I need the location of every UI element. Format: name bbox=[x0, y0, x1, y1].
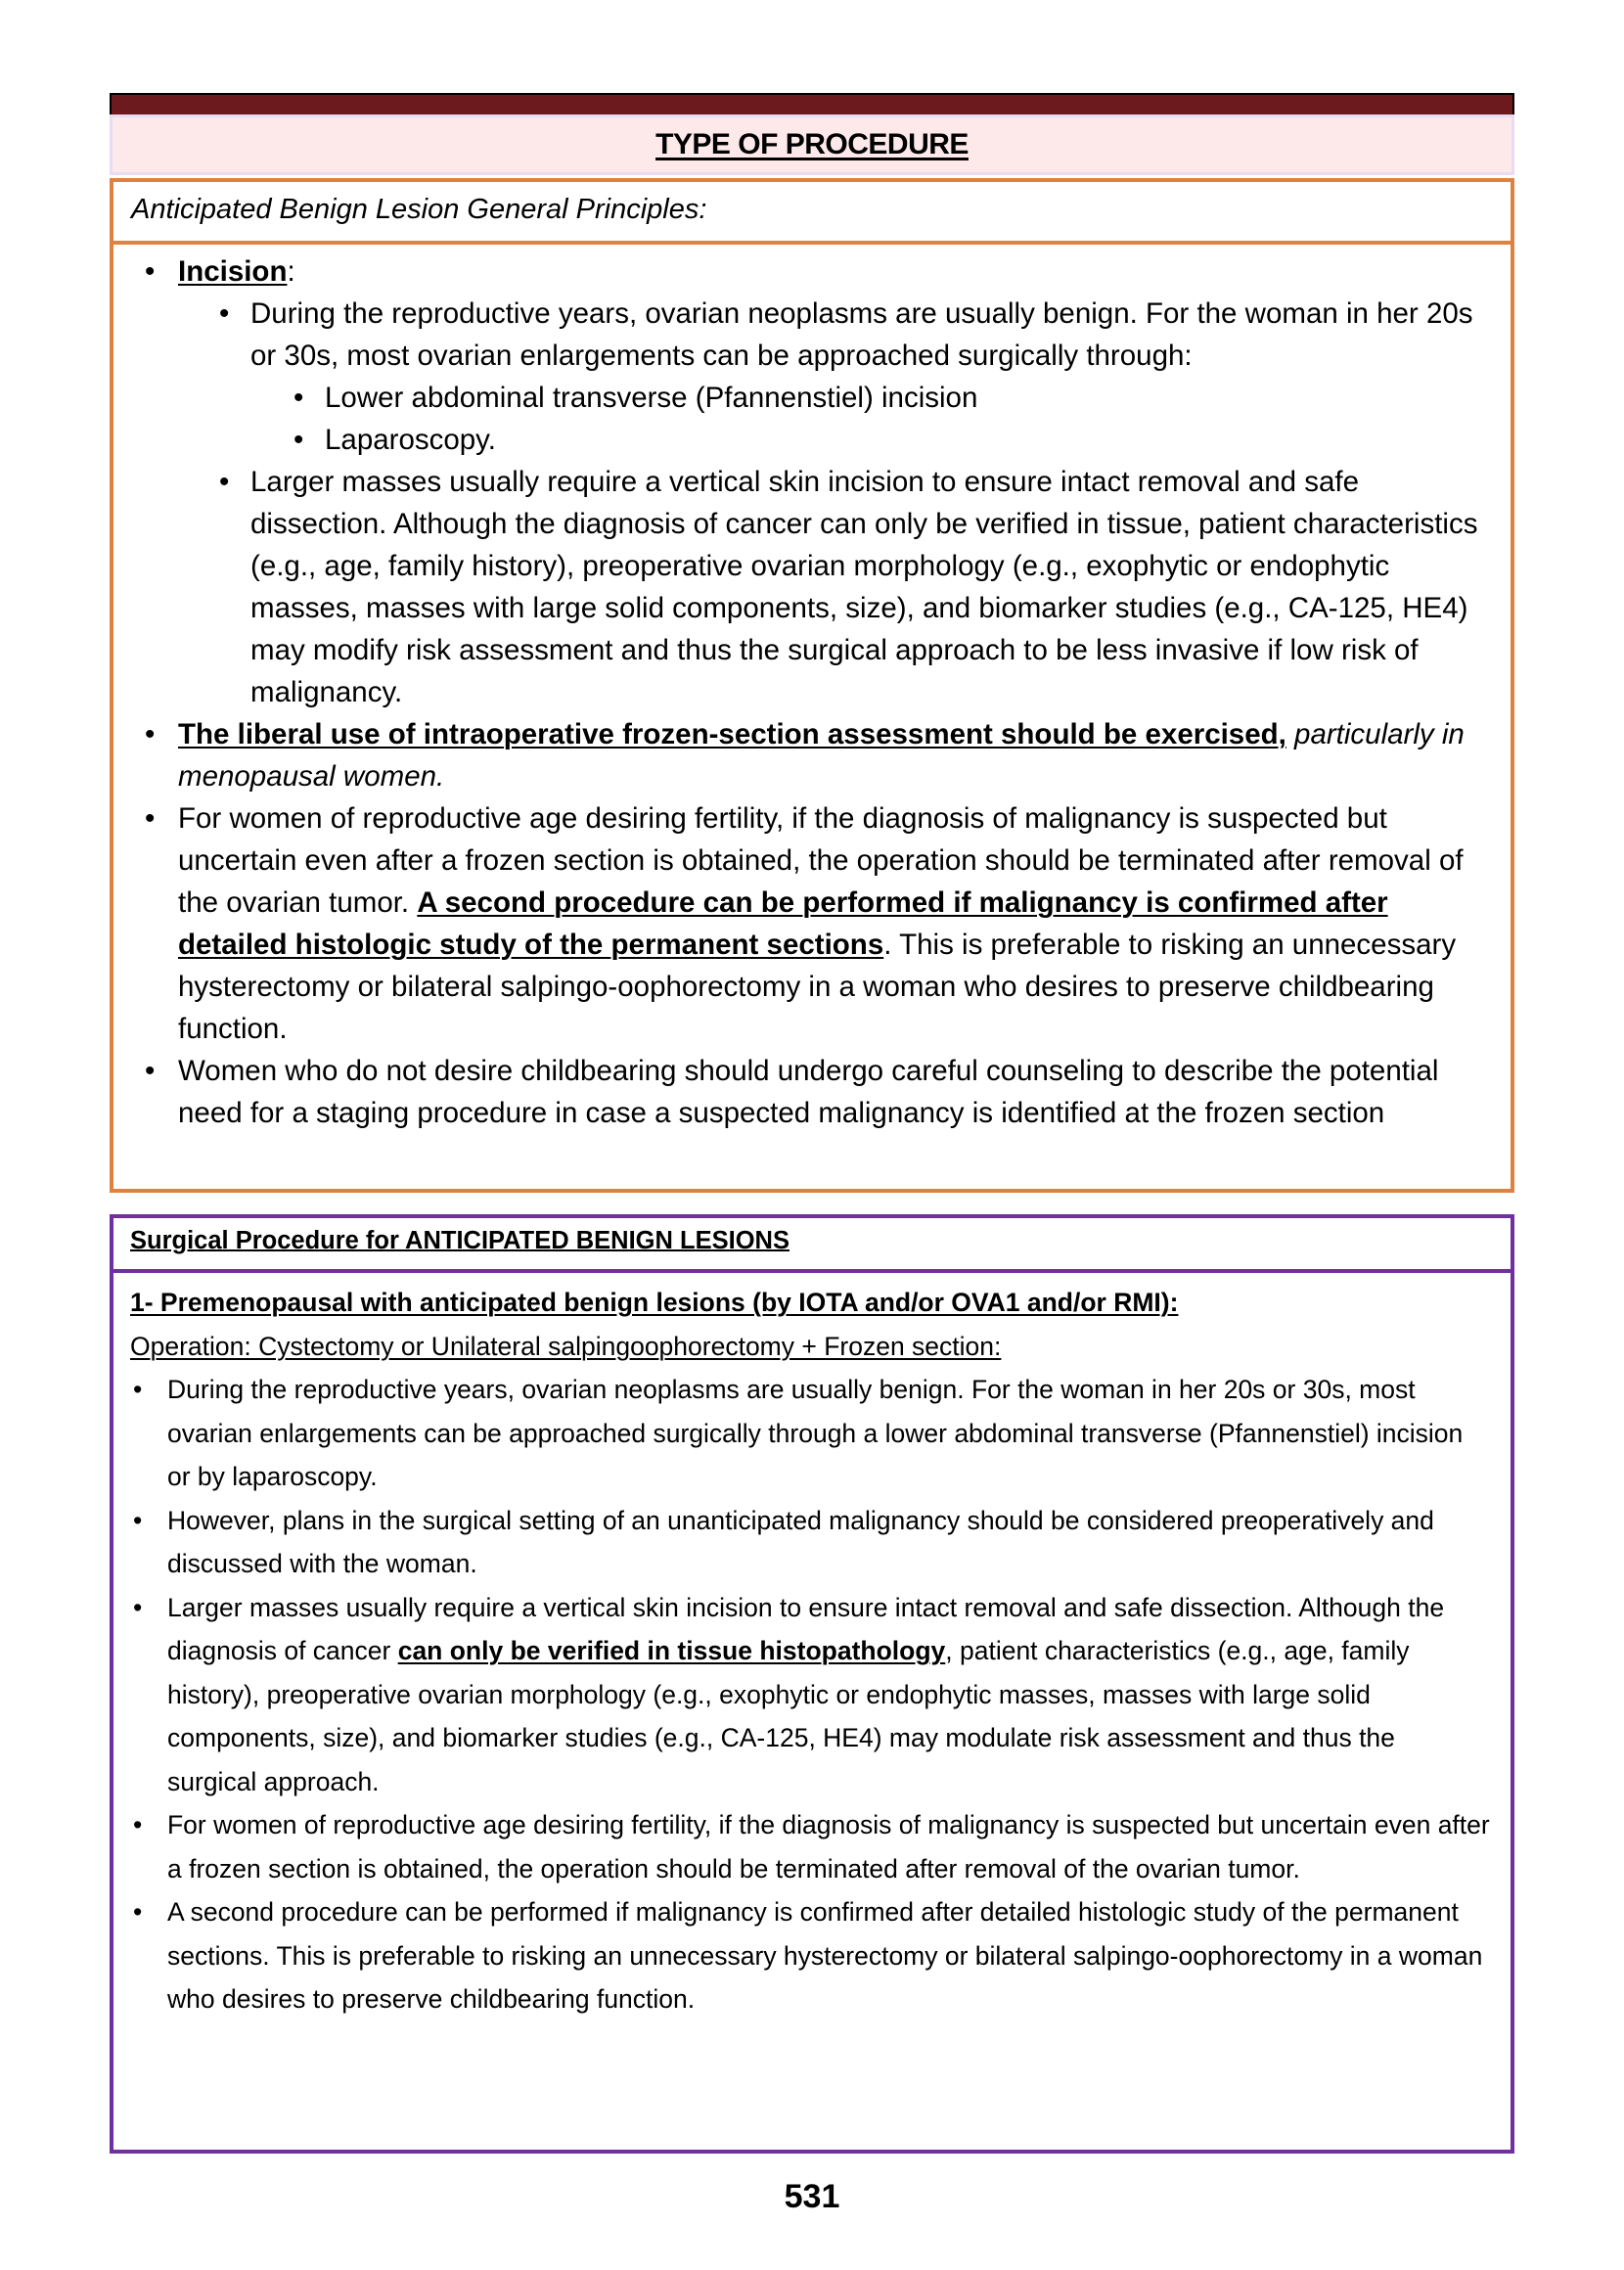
list-item bbox=[130, 1586, 1491, 1804]
list-item-text: . This is preferable to risking an unnecessary hysterectomy or bilateral salpingo-oophorectomy in a woman who desires to preserve childbearing function. bbox=[178, 929, 1457, 1045]
surgical-procedure-box bbox=[110, 1214, 1514, 2154]
list-item bbox=[130, 1890, 1491, 2021]
header-color-bar bbox=[110, 93, 1514, 114]
bullet-icon: • bbox=[145, 802, 156, 835]
operation-line: Operation: Cystectomy or Unilateral salpingoophorectomy + Frozen section: bbox=[130, 1331, 1002, 1361]
list-item bbox=[137, 419, 1489, 461]
emphasis-text: A second procedure can be performed if malignancy is confirmed after detailed histologic study of the permanent sections bbox=[178, 886, 1388, 961]
list-item bbox=[130, 1499, 1491, 1586]
bullet-icon: • bbox=[145, 718, 156, 750]
list-item-text: For women of reproductive age desiring fertility, if the diagnosis of malignancy is suspected but uncertain even after a frozen section is obtained, the operation should be terminated after removal of the ovarian tumor. bbox=[167, 1810, 1490, 1884]
general-principles-body bbox=[113, 245, 1511, 1134]
list-item-text: However, plans in the surgical setting of an unanticipated malignancy should be considered preoperatively and discussed with the woman. bbox=[167, 1505, 1434, 1578]
bullet-icon: • bbox=[293, 382, 304, 414]
bullet-icon: • bbox=[145, 255, 156, 288]
list-item-text: particularly in menopausal women. bbox=[178, 718, 1465, 793]
heading-text: Surgical Procedure for ANTICIPATED BENIGN LESIONS bbox=[130, 1227, 789, 1254]
general-principles-box bbox=[110, 178, 1514, 1193]
list-item bbox=[130, 1368, 1491, 1499]
surgical-procedure-body bbox=[113, 1273, 1511, 2021]
list-item-text: Women who do not desire childbearing should undergo careful counseling to describe the potential need for a staging procedure in case a suspected malignancy is identified at the frozen section bbox=[178, 1055, 1439, 1129]
bullet-icon: • bbox=[293, 424, 304, 456]
list-item-text: , patient characteristics (e.g., age, family history), preoperative ovarian morphology (e.g., exophytic or endophytic masses, masses with large solid components, size), and biomarker studies (e.g., CA-125, HE4) may modulate risk assessment and thus the surgical approach. bbox=[167, 1636, 1410, 1796]
list-item-text: Laparoscopy. bbox=[325, 424, 496, 456]
list-item bbox=[137, 293, 1489, 377]
general-principles-heading: Anticipated Benign Lesion General Principles: bbox=[113, 182, 1511, 245]
incision-colon: : bbox=[287, 255, 295, 288]
emphasis-text: The liberal use of intraoperative frozen-section assessment should be exercised, bbox=[178, 718, 1286, 750]
list-item-text: Larger masses usually require a vertical skin incision to ensure intact removal and safe dissection. Although the diagnosis of cancer bbox=[167, 1592, 1445, 1665]
list-item-incision bbox=[137, 250, 1489, 293]
list-item-counseling bbox=[137, 1050, 1489, 1134]
list-item bbox=[137, 377, 1489, 419]
list-item-fertility bbox=[137, 797, 1489, 1050]
bullet-icon: • bbox=[219, 297, 230, 330]
page-title: TYPE OF PROCEDURE bbox=[655, 128, 969, 160]
list-item-text: Larger masses usually require a vertical skin incision to ensure intact removal and safe dissection. Although the diagnosis of cancer can only be verified in tissue, patient characteristics (e.g., age, family history), preoperative ovarian morphology (e.g., exophytic or endophytic masses, masses with large solid components, size), and biomarker studies (e.g., CA-125, HE4) may modify risk assessment and thus the surgical approach to be less invasive if low risk of malignancy. bbox=[250, 466, 1478, 708]
bullet-icon: • bbox=[219, 466, 230, 498]
bullet-icon: • bbox=[145, 1055, 156, 1087]
bullet-icon: • bbox=[133, 1505, 143, 1535]
page-number: 531 bbox=[784, 2178, 840, 2215]
list-item-text: Lower abdominal transverse (Pfannenstiel) incision bbox=[325, 382, 978, 414]
list-item-text: For women of reproductive age desiring fertility, if the diagnosis of malignancy is suspected but uncertain even after a frozen section is obtained, the operation should be terminated after removal of the ovarian tumor. bbox=[178, 802, 1464, 919]
bullet-icon: • bbox=[133, 1592, 143, 1622]
bullet-icon: • bbox=[133, 1810, 143, 1839]
list-item-text: During the reproductive years, ovarian neoplasms are usually benign. For the woman in her 20s or 30s, most ovarian enlargements can be approached surgically through: bbox=[250, 297, 1473, 372]
list-item-text: During the reproductive years, ovarian neoplasms are usually benign. For the woman in her 20s or 30s, most ovarian enlargements can be approached surgically through a lower abdominal transverse (Pfannenstiel) incision or by laparoscopy. bbox=[167, 1375, 1464, 1491]
surgical-procedure-heading bbox=[113, 1218, 1511, 1273]
bullet-icon: • bbox=[133, 1897, 143, 1927]
incision-label: Incision bbox=[178, 255, 288, 288]
list-item bbox=[137, 461, 1489, 713]
premenopausal-subheading: 1- Premenopausal with anticipated benign lesions (by IOTA and/or OVA1 and/or RMI): bbox=[130, 1288, 1179, 1317]
title-band bbox=[110, 114, 1514, 175]
list-item-text: A second procedure can be performed if malignancy is confirmed after detailed histologic study of the permanent sections. This is preferable to risking an unnecessary hysterectomy or bilateral salpingo-oophorectomy in a woman who desires to preserve childbearing function. bbox=[167, 1897, 1483, 2014]
bullet-icon: • bbox=[133, 1375, 143, 1404]
list-item bbox=[130, 1803, 1491, 1890]
emphasis-text: can only be verified in tissue histopathology bbox=[397, 1636, 946, 1665]
list-item-frozen-section bbox=[137, 713, 1489, 797]
